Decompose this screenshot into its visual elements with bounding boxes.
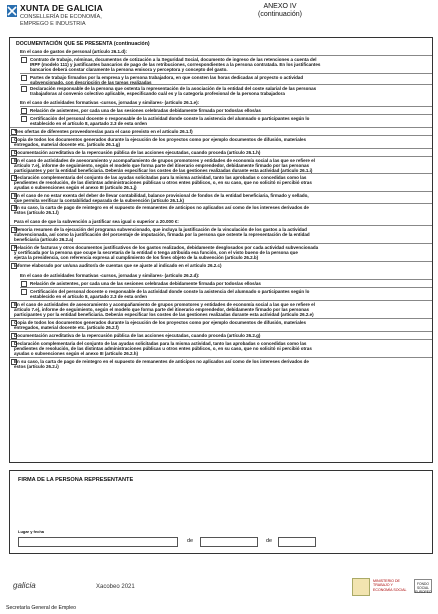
annex-title: ANEXO IV [263,3,297,10]
document-item-text: Declaración responsable de la persona que ostenta la representación de la asociación de la entidad del coste salarial de las personas [30,86,317,91]
document-checkbox[interactable] [21,289,27,295]
ministry-label: MINISTERIO DE TRABAJO Y ECONOMÍA SOCIAL [373,579,407,592]
row-divider [10,135,432,136]
document-item-text: establecido en el artículo 8, apartado 2.3 de esta orden [30,121,148,126]
document-item-text: Contrato de trabajo, nóminas, documentos de cotización a la Seguridad Social, documento de ingreso de las retenciones a cuenta del [30,57,317,62]
org-subtitle [20,14,102,28]
document-item-text: Documentación acreditativa de la repercusión pública de las acciones ejecutadas, cuando proceda (artículo 26.2.g) [14,333,261,338]
document-item-text: pendientes de resolución, de las distintas administraciones públicas u otros entes públicos, o, en su caso, que no solicitó ni percibió otras [14,346,312,351]
document-item-text: Para el caso de que la subvención a justificar sea igual o superior a 20.000 €: [14,219,179,224]
secretaria-label: Secretaría General de Empleo [6,605,77,611]
document-item-text: Informe elaborado por un/una auditor/a de cuentas que se ajuste al indicado en el artículo 26.2.c) [14,263,222,268]
row-divider [10,127,432,128]
galicia-logo: galicia [13,581,36,590]
place-date-label: Lugar y fecha [18,529,45,534]
document-item-text: Relación de asistentes, por cada una de las sesiones celebradas debidamente firmada por todos/as ellos/as [30,281,261,286]
document-item-text: En el caso de actividades formativas -cursos, jornadas y similares- (artículo 26.1.e): [20,100,200,105]
document-item-text: En el caso de no estar exenta del deber de llevar contabilidad, balance provisional de fondos de la entidad beneficiaria, firmado y sellado, [14,193,309,198]
document-item-text: Copia de todos los documentos generados durante la ejecución de los proyectos como por ejemplo documentos de difusión, materiales [14,137,307,142]
document-item-text: entregados, material docente etc. (artículo 26.1.g) [14,142,121,147]
xacobeo-logo: Xacobeo 2021 [96,584,135,590]
document-item-text: En su caso, la carta de pago de reintegro en el supuesto de remanentes de anticipos no aplicados así como de los intereses derivados de [14,359,309,364]
row-divider [10,318,432,319]
document-item-text: participantes y por la entidad beneficiaria. Deberán especificar los costes de las gestiones realizadas durante esta actividad (artículo 26.2.e) [14,312,314,317]
document-item-text: En el caso de gastos de personal (artículo 26.1.d): [20,49,128,54]
de-label-1: de [187,538,194,544]
document-item-text: Memoria resumen de la ejecución del programa subvencionado, que incluya la justificación de la vinculación de los gastos a la actividad [14,227,307,232]
signature-title: FIRMA DE LA PERSONA REPRESENTANTE [18,477,134,483]
document-item-text: participantes y por la entidad beneficiaria. Deberán especificar los costes de las gestiones realizadas durante esta actividad (artículo 26.1.i) [14,168,313,173]
document-item-text: En su caso, la carta de pago de reintegro en el supuesto de remanentes de anticipos no aplicados así como de los intereses derivados de [14,205,309,210]
document-item-text: Copia de todos los documentos generados durante la ejecución de los proyectos como por ejemplo documentos de difusión, materiales [14,320,307,325]
document-checkbox[interactable] [21,116,27,122]
document-item-text: Certificación del personal docente o responsable de la actividad donde conste la asistencia del alumnado o participantes según lo [30,289,310,294]
documentation-form [9,37,433,463]
org-subtitle-line-2: EMPREGO E INDUSTRIA [20,21,86,27]
row-divider [20,114,432,115]
document-item-text: Tres ofertas de diferentes proveedores/as para el caso previsto en el artículo 26.1.f) [14,129,193,134]
document-item-text: y certificada por la persona que ocupe la secretaría de la entidad o tenga atribuida esa función, con el visto bueno de la persona que [14,250,298,255]
row-divider [20,55,432,56]
document-item-text: establecido en el artículo 8, apartado 2.3 de esta orden [30,294,148,299]
document-item-text: pendientes de resolución, de las distintas administraciones públicas u otros entes públicos, o, en su caso, que no solicitó ni percibió otras [14,180,312,185]
document-item-text: trabajadoras al convenio colectivo aplicable, especificando cuál es y la categoría profesional de la persona trabajadora [30,91,285,96]
row-divider [20,287,432,288]
document-item-text: artículo 7.e), informe de seguimiento, según el modelo que forma parte del itinerario emprendedor, debidamente firmado por las personas [14,163,310,168]
document-item-text: En el caso de actividades de asesoramiento y acompañamiento de grupos promotores y entidades de economía social a las que se refiere el [14,158,315,163]
xunta-logo-icon [7,5,17,17]
document-item-text: estos (artículo 26.2.i) [14,364,59,369]
document-checkbox[interactable] [21,86,27,92]
row-divider [20,84,432,85]
row-divider [10,173,432,174]
document-item-text: Partes de trabajo firmados por la empresa y la persona trabajadora, en que consten las horas dedicadas al proyecto o actividad [30,75,304,80]
document-item-text: Certificación del personal docente o responsable de la actividad donde conste la asistencia del alumnado o participantes según lo [30,116,310,121]
annex-continuation: (continuación) [258,11,302,18]
document-item-text: En el caso de actividades formativas -cursos, jornadas y similares- (artículo 26.2.d): [20,273,200,278]
month-field[interactable] [200,537,258,547]
row-divider [10,300,432,301]
row-divider [10,339,432,340]
document-checkbox[interactable] [21,75,27,81]
document-checkbox[interactable] [21,57,27,63]
row-divider [20,73,432,74]
page-header [0,0,438,34]
row-divider [10,331,432,332]
de-label-2: de [266,538,273,544]
document-item-text: Relación de asistentes, por cada una de las sesiones celebradas debidamente firmada por todos/as ellos/as [30,108,261,113]
row-divider [10,243,432,244]
row-divider [10,261,432,262]
row-divider [10,156,432,157]
row-divider [20,106,432,107]
document-item-text: artículo 7.e), informe de seguimiento, según el modelo que forma parte del itinerario emprendedor, debidamente firmado por las personas [14,307,310,312]
org-subtitle-line-1: CONSELLERÍA DE ECONOMÍA, [20,14,102,20]
org-title: XUNTA DE GALICIA [20,3,104,13]
document-item-text: entregados, material docente etc. (artículo 26.2.f) [14,325,119,330]
document-item-text: beneficiaria (artículo 26.2.a) [14,237,74,242]
document-checkbox[interactable] [21,281,27,287]
annex-label [258,3,302,19]
document-checkbox[interactable] [21,108,27,114]
document-item-text: estos (artículo 26.1.l) [14,210,59,215]
row-divider [10,148,432,149]
year-field[interactable] [278,537,316,547]
place-field[interactable] [18,537,178,547]
row-divider [10,203,432,204]
row-divider [10,357,432,358]
document-item-text: que permita verificar la contabilidad separada de la subvención (artículo 26.1.k) [14,198,185,203]
row-divider [20,279,432,280]
section-title: DOCUMENTACIÓN QUE SE PRESENTA (continuación) [16,41,150,47]
spain-coat-of-arms-icon [352,578,370,596]
document-item-text: subvencionado, con descripción de las tareas realizadas [30,80,152,85]
document-item-text: bancarios deberá constar claramente la persona emisora y perceptora y concepto del gasto. [30,67,228,72]
document-item-text: Declaración complementaria del conjunto de las ayudas solicitadas para la misma actividad, tanto las aprobadas o concedidas como las [14,175,307,180]
document-item-text: ejerza la presidencia, con referencia expresa al cumplimiento de los fines objeto de la subvención (artículo 26.2.b) [14,255,259,260]
document-item-text: En el caso de actividades de asesoramiento y acompañamiento de grupos promotores y entidades de economía social a las que se refiere el [14,302,315,307]
row-divider [10,191,432,192]
document-item-text: Declaración complementaria del conjunto de las ayudas solicitadas para la misma actividad, tanto las aprobadas o concedidas como las [14,341,307,346]
document-item-text: Relación de facturas y otros documentos justificativos de los gastos realizados, debidamente desglosados por cada actividad subvencionada [14,245,319,250]
document-item-text: ayudas o subvenciones según el anexo III (artículo 26.2.h) [14,351,139,356]
page-footer [0,570,438,614]
document-item-text: Documentación acreditativa de la repercusión pública de las acciones ejecutadas, cuando proceda (artículo 26.1.h) [14,150,261,155]
document-item-text: subvencionada, así como la justificación del porcentaje de imputación, firmada por la persona que ostente la representación de la entidad [14,232,310,237]
document-item-text: IRPF (modelo 111) y justificantes bancarios de pago de las retribuciones, correspondientes a la persona contratada. En los justificantes [30,62,321,67]
document-item-text: ayudas o subvenciones según el anexo III (artículo 26.1.j) [14,185,137,190]
fse-logo: FONDO SOCIAL EUROPEO [414,579,432,593]
row-divider [10,225,432,226]
signature-section [9,470,433,554]
